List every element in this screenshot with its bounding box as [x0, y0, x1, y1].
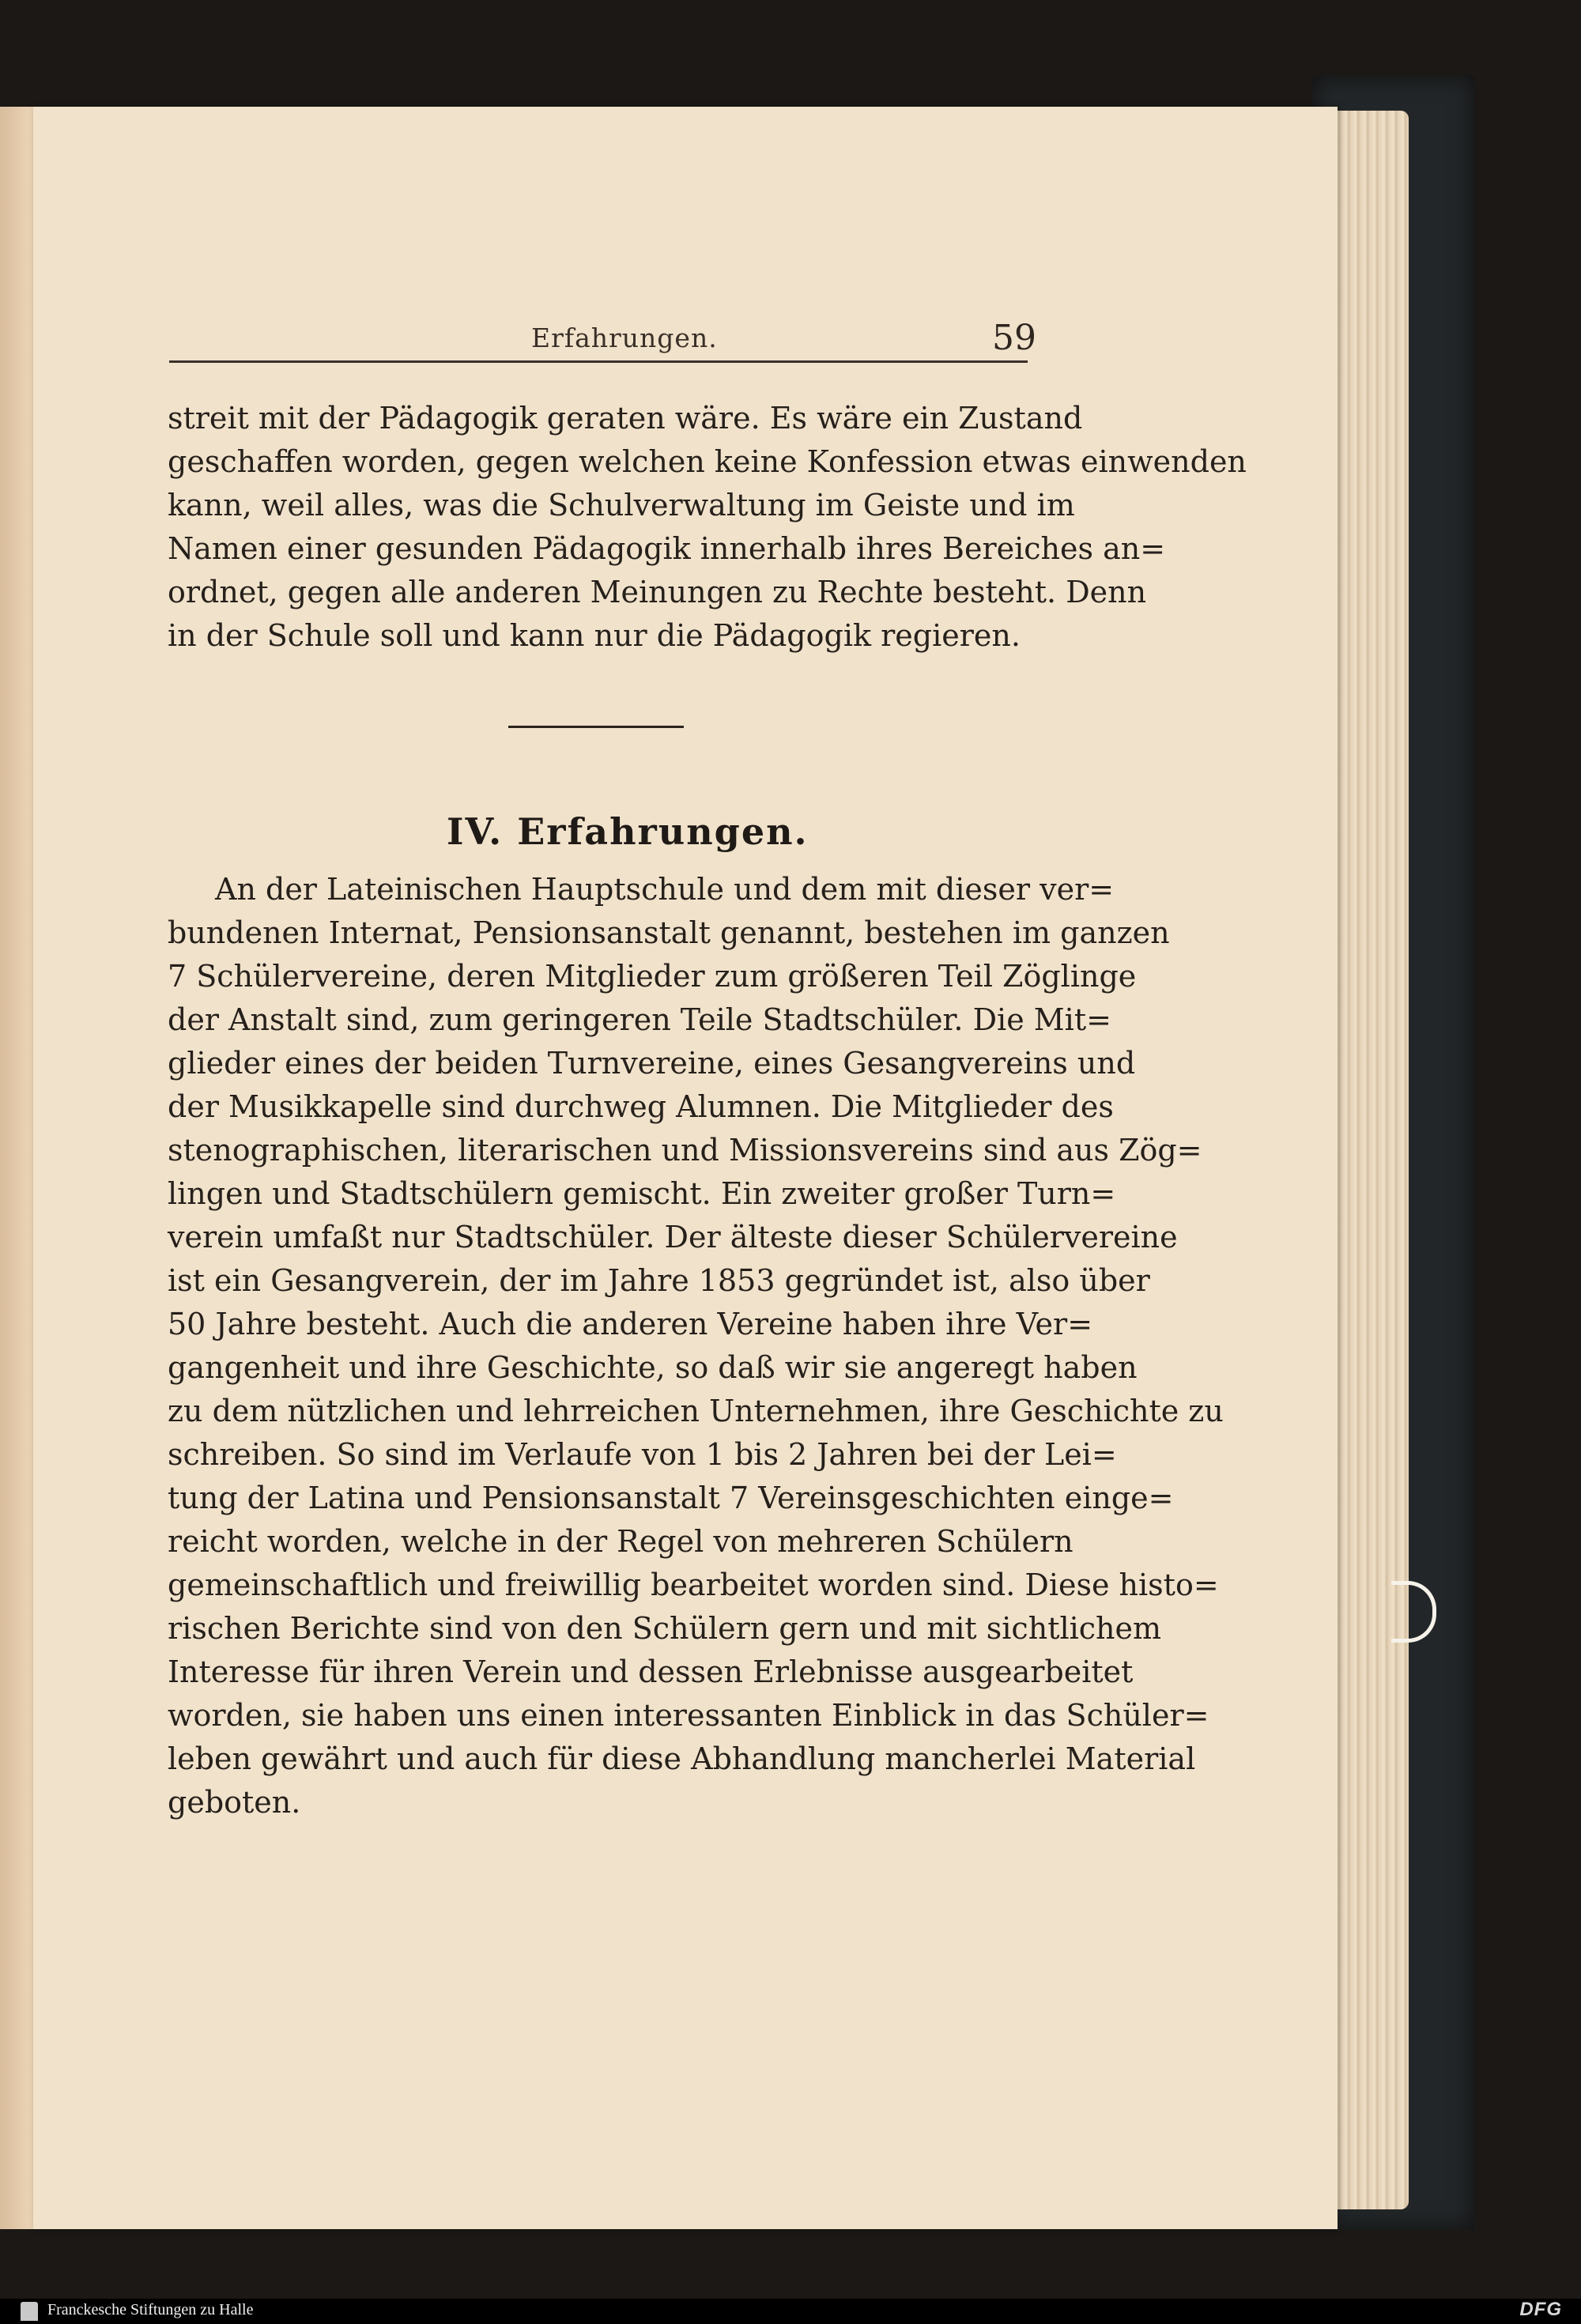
page-number: 59: [992, 318, 1036, 358]
text-line: bundenen Internat, Pensionsanstalt genannt, bestehen im ganzen: [168, 915, 1170, 950]
text-line: An der Lateinischen Hauptschule und dem mit dieser ver=: [215, 872, 1115, 907]
text-line: zu dem nützlichen und lehrreichen Unternehmen, ihre Geschichte zu: [168, 1394, 1224, 1428]
text-line: geboten.: [168, 1785, 301, 1820]
section-divider: [508, 726, 684, 728]
text-line: der Anstalt sind, zum geringeren Teile Stadtschüler. Die Mit=: [168, 1002, 1111, 1037]
header-rule: [169, 360, 1028, 363]
franckesche-logo-icon: [21, 2302, 38, 2321]
text-line: in der Schule soll und kann nur die Pädagogik regieren.: [168, 618, 1021, 653]
text-line: leben gewährt und auch für diese Abhandlung mancherlei Material: [168, 1741, 1196, 1776]
paragraph-erfahrungen: [168, 868, 1224, 1824]
text-line: reicht worden, welche in der Regel von mehreren Schülern: [168, 1524, 1073, 1559]
dfg-logo: DFG: [1519, 2299, 1562, 2320]
text-line: Interesse für ihren Verein und dessen Erlebnisse ausgearbeitet: [168, 1654, 1134, 1689]
text-line: gangenheit und ihre Geschichte, so daß wir sie angeregt haben: [168, 1350, 1138, 1385]
text-line: ordnet, gegen alle anderen Meinungen zu Rechte besteht. Denn: [168, 575, 1147, 609]
text-line: glieder eines der beiden Turnvereine, eines Gesangvereins und: [168, 1046, 1136, 1081]
text-line: streit mit der Pädagogik geraten wäre. Es wäre ein Zustand: [168, 401, 1083, 436]
running-header-title: Erfahrungen.: [531, 323, 718, 353]
text-line: rischen Berichte sind von den Schülern gern und mit sichtlichem: [168, 1611, 1162, 1646]
text-line: ist ein Gesangverein, der im Jahre 1853 gegründet ist, also über: [168, 1263, 1150, 1298]
footer-caption: Franckesche Stiftungen zu Halle: [47, 2301, 254, 2318]
paragraph-continuation: [168, 397, 1247, 658]
left-page-edge: [0, 107, 33, 2229]
text-line: verein umfaßt nur Stadtschüler. Der älteste dieser Schülervereine: [168, 1220, 1178, 1254]
text-line: Namen einer gesunden Pädagogik innerhalb ihres Bereiches an=: [168, 531, 1166, 566]
text-line: gemeinschaftlich und freiwillig bearbeitet worden sind. Diese histo=: [168, 1568, 1219, 1602]
text-line: 7 Schülervereine, deren Mitglieder zum größeren Teil Zöglinge: [168, 959, 1137, 994]
text-line: 50 Jahre besteht. Auch die anderen Vereine haben ihre Ver=: [168, 1307, 1093, 1341]
text-line: geschaffen worden, gegen welchen keine Konfession etwas einwenden: [168, 444, 1247, 479]
text-line: kann, weil alles, was die Schulverwaltung im Geiste und im: [168, 488, 1075, 523]
section-heading: IV. Erfahrungen.: [447, 810, 809, 853]
text-line: tung der Latina und Pensionsanstalt 7 Vereinsgeschichten einge=: [168, 1481, 1174, 1515]
text-line: schreiben. So sind im Verlaufe von 1 bis 2 Jahren bei der Lei=: [168, 1437, 1117, 1472]
text-line: stenographischen, literarischen und Missionsvereins sind aus Zög=: [168, 1133, 1202, 1168]
text-line: der Musikkapelle sind durchweg Alumnen. Die Mitglieder des: [168, 1089, 1114, 1124]
text-line: lingen und Stadtschülern gemischt. Ein zweiter großer Turn=: [168, 1176, 1116, 1211]
text-line: worden, sie haben uns einen interessanten Einblick in das Schüler=: [168, 1698, 1209, 1733]
